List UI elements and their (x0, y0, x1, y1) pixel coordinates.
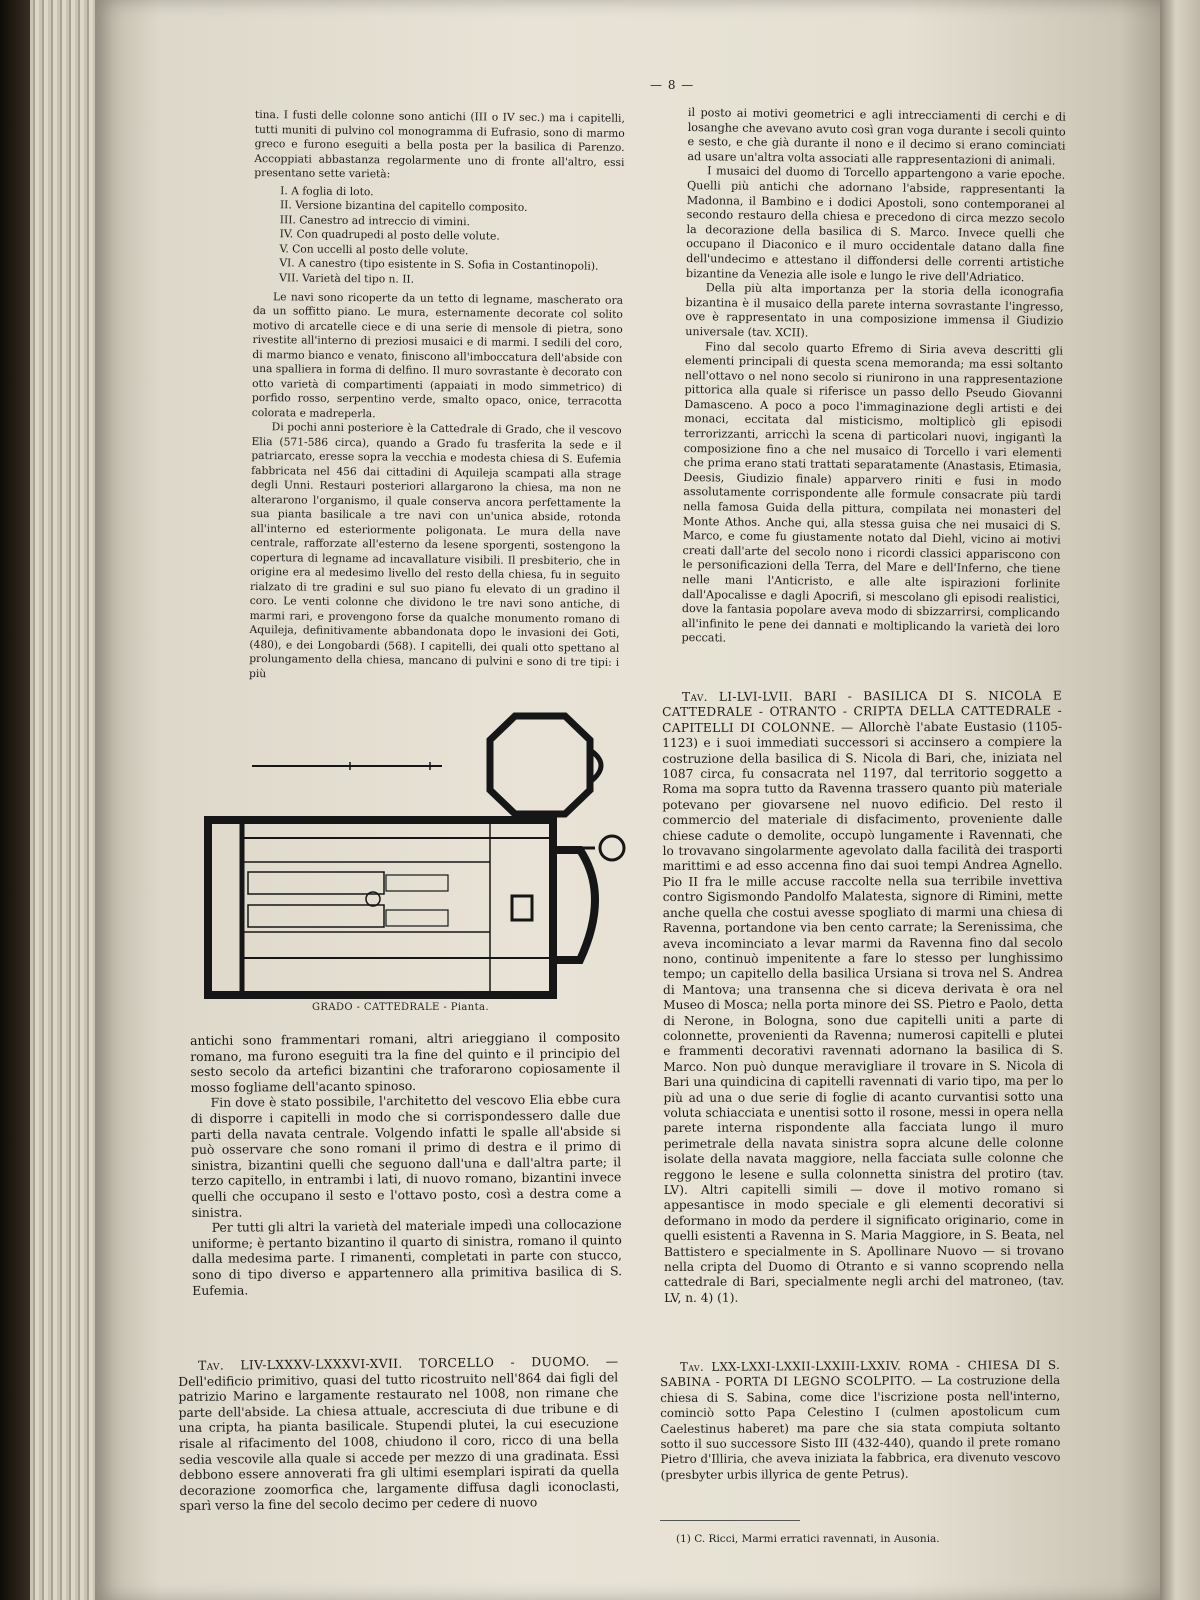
paragraph-efremo: Fino dal secolo quarto Efremo di Siria aveva descritti gli elementi principali di questa scena memoranda; ma essi soltanto nell'ottavo o nel nono secolo si riunirono in una rappresentazione pittorica alla quale si riferisce un passo dello Pseudo Giovanni Damasceno. A poco a poco l'immaginazione degli artisti e dei monaci, eccitata dal misticismo, moltiplicò gli episodi terrorizzanti, arricchì la scena di particolari nuovi, ingigantì la composizione fino a che nel musaico di Torcello i vari elementi che prima erano stati trattati separatamente (Anastasis, Etimasia, Deesis, Giudizio finale) apparvero riniti e fusi in modo assolutamente corrispondente alle formule consacrate più tardi nella famosa Guida della pittura, compilata nei monasteri del Monte Athos. Anche qui, alla stessa guisa che nei musaici di S. Marco, e come fu giustamente notato dal Diehl, vicino ai motivi creati dall'arte del secolo nono i ricordi classici appariscono con le personificazioni della Terra, del Mare e dell'Inferno, che tiene nelle mani l'Anticristo, e alle alte ispirazioni forlinite dall'Apocalisse e dagli Apocrifi, si mescolano gli episodi realistici, dove la fantasia popolare aveva modo di sbizzarrirsi, complicando all'infinito le pene dei dannati e moltiplicando la varietà dei loro peccati. (681, 339, 1064, 645)
section-heading-bari: Tav. LI-LVI-LVII. BARI - BASILICA DI S. NICOLA E CATTEDRALE - OTRANTO - CRIPTA DELLA CATTEDRALE - CAPITELLI DI COLONNE. (662, 688, 1063, 735)
paragraph-parenzo: tina. I fusti delle colonne sono antichi (III o IV sec.) ma i capitelli, tutti muniti di pulvino col monogramma di Eufrasio, sono di marmo greco e furono eseguiti a bella posta per la basilica di Parenzo. Accoppiati abbastanza regolarmente uno di fronte all'altro, essi presentano sette varietà: (254, 108, 625, 181)
paragraph-architetto: Fin dove è stato possibile, l'architetto del vescovo Elia ebbe cura di disporre i capitelli in modo che si corrispondessero dalle due parti della navata centrale. Volgendo infatti le spalle all'abside si può osservare che sono romani il primo di destra e il primo di sinistra, bizantini quelli che seguono dall'una e dall'altra parte; il terzo capitello, in entrambi i lati, di nuovo romano, bizantini invece quelli che occupano il sesto e l'ottavo posto, così a destra come a sinistra. (190, 1091, 622, 1220)
paragraph-capitelli: antichi sono frammentari romani, altri arieggiano il composito romano, ma furono eseguiti tra la fine del quinto e il principio del sesto secolo da artefici bizantini che traforarono copiosamente il mosso fogliame dell'acanto spinoso. (190, 1029, 621, 1095)
list-item: I. A foglia di loto. (280, 183, 374, 198)
footnote-rule (660, 1520, 800, 1521)
list-item: IV. Con quadrupedi al posto delle volute. (279, 227, 500, 243)
section-sabina (660, 1358, 1061, 1483)
section-body-torcello: — Dell'edificio primitivo, quasi del tutto ricostruito nell'864 dai figli del patrizio Marino e largamente restaurato nel 1008, non rimane che parte dell'abside. La chiesa attuale, accresciuta di due tribune e di una cripta, ha pianta basilicale. Stupendi plutei, la cui esecuzione risale al rifacimento del 1008, chiudono il coro, ricco di una bella sedia vescovile alla quale si accede per mezzo di una gradinata. Essi debbono essere annoverati fra gli ultimi esemplari ispirati da quella decorazione zoomorfica che, largamente diffusa dagli iconoclasti, sparì verso la fine del secolo decimo per cedere di nuovo (178, 1353, 620, 1514)
right-column-bari (662, 689, 1064, 1307)
list-item: VI. A canestro (tipo esistente in S. Sofia in Costantinopoli). (279, 256, 599, 274)
list-item: V. Con uccelli al posto delle volute. (279, 242, 469, 258)
page-number: — 8 — (650, 78, 695, 92)
footnote: (1) C. Ricci, Marmi erratici ravennati, in Ausonia. (676, 1533, 940, 1545)
section-heading-torcello: Tav. LIV-LXXXV-LXXXVI-XVII. TORCELLO - DUOMO. (197, 1353, 590, 1373)
list-item: VII. Varietà del tipo n. II. (279, 271, 415, 286)
left-column-middle (190, 1029, 622, 1298)
capital-varieties-list (279, 184, 624, 290)
paragraph-varieta: Per tutti gli altri la varietà del materiale impedì una collocazione uniforme; è pertanto bizantino il quarto di sinistra, romano il quinto dalla medesima parte. I rimanenti, completati in parte con stucco, sono di tipo diverso e appartennero alla primitiva basilica di S. Eufemia. (191, 1216, 623, 1298)
right-page-edge (1160, 0, 1200, 1600)
list-item: III. Canestro ad intreccio di vimini. (279, 212, 471, 228)
list-item: II. Versione bizantina del capitello composito. (279, 198, 528, 214)
paragraph-giudizio: Della più alta importanza per la storia della iconografia bizantina è il musaico della parete interna sovrastante l'ingresso, ove è rappresentato in una composizione immensa il Giudizio universale (tav. XCII). (685, 281, 1064, 340)
floor-plan-figure (200, 700, 640, 1030)
section-body-sabina: — La costruzione della chiesa di S. Sabina, come dice l'iscrizione posta nell'interno, cominciò sotto Papa Celestino I (culmen apostolicum cum Caelestinus haberet) ma pare che sia stata compiuta soltanto sotto il suo successore Sisto III (432-440), quando il prete romano Pietro d'Illiria, che aveva iniziata la fabbrica, era divenuto vescovo (presbyter urbis illyrica de gente Petrus). (660, 1373, 1061, 1482)
left-column-top (249, 108, 625, 685)
paragraph-motivi: il posto ai motivi geometrici e agli intrecciamenti di cerchi e di losanghe che avevano avuto così gran voga durante i secoli quinto e sesto, e che già durante il nono e il decimo si erano cominciati ad usare un'altra volta associati alle rappresentazioni di animali. (687, 106, 1066, 168)
section-torcello (178, 1353, 620, 1514)
paragraph-grado: Di pochi anni posteriore è la Cattedrale di Grado, che il vescovo Elia (571-586 circa), quando a Grado fu trasferita la sede e il patriarcato, eresse sopra la vecchia e modesta chiesa di S. Eufemia fabbricata nel 456 dai cittadini di Aquileja scampati alla strage degli Unni. Restauri posteriori allargarono la chiesa, ma non ne alterarono l'organismo, il quale conserva ancora perfettamente la sua pianta basilicale a tre navi con un'unica abside, rotonda all'interno ed esteriormente poligonata. Le mura della nave centrale, rafforzate all'esterno da lesene sporgenti, sostengono la copertura di legname ad incavallature visibili. Il presbiterio, che in origine era al medesimo livello del resto della chiesa, fu in seguito rialzato di tre gradini e sul suo piano fu elevato di un gradino il coro. Le venti colonne che dividono le tre navi sono antiche, di marmi rari, e provengono forse da qualche monumento romano di Aquileja, definitivamente abbandonata dopo le invasioni dei Goti, (480), e dei Longobardi (568). I capitelli, dei quali otto spettano al prolungamento della chiesa, mancano di pulvini e sono di tre tipi: i più (249, 420, 622, 680)
right-column-top (681, 106, 1066, 651)
section-bari (662, 689, 1064, 1307)
section-heading-sabina: Tav. LXX-LXXI-LXXII-LXXIII-LXXIV. ROMA - CHIESA DI S. SABINA - PORTA DI LEGNO SCOLPITO. (660, 1357, 1061, 1390)
paragraph-navi: Le navi sono ricoperte da un tetto di legname, mascherato ora da un soffitto piano. Le mura, esternamente decorate col solito motivo di arcatelle ciece e di una serie di mensole di pietra, sono rivestite all'interno di preziosi musaici e di marmi. I sedili del coro, di marmo bianco e venato, finiscono all'imboccatura dell'abside con una spalliera in forma di delfino. Il muro sovrastante è decorato con otto varietà di compartimenti (appaiati in modo simmetrico) di porfido rosso, serpentino verde, smalto opaco, onice, terracotta colorata e madreperla. (251, 289, 624, 420)
left-column-torcello (178, 1353, 620, 1514)
section-body-bari: — Allorchè l'abate Eustasio (1105-1123) e i suoi immediati successori si accinsero a compiere la costruzione della basilica di S. Nicola di Bari, che, iniziata nel 1087 circa, fu consacrata nel 1197, dal territorio soggetto a Roma ma sopra tutto da Ravenna trassero quanto più materiale potevano per giovarsene nel nuovo edificio. Del resto il commercio del materiale di disfacimento, proveniente dalle chiese cadute o demolite, occupò lungamente i Ravennati, che lo trovavano singolarmente agevolato dalla facilità dei trasporti marittimi e ad esso accenna fino dai suoi tempi Andrea Agnello. Pio II fra le mille accuse raccolte nella sua terribile invettiva contro Sigismondo Pandolfo Malatesta, signore di Rimini, mette anche quella che costui avesse spogliato di marmi una chiesa di Ravenna, portandone via ben cento carrate; la Serenissima, che aveva incominciato a levar marmi da Ravenna fino dal secolo nono, continuò impenitente a fare lo stesso per lunghissimo tempo; un capitello della basilica Ursiana si trova nel S. Andrea di Mantova; una transenna che si diceva derivata è ora nel Museo di Mosca; nella porta minore dei SS. Pietro e Paolo, detta di Nerone, in Bologna, sono due capitelli uniti a parte di colonnette, provenienti da Ravenna; numerosi capitelli e plutei e frammenti decorativi ravennati adornano la basilica di S. Marco. Non può dunque meravigliare il trovare in S. Nicola di Bari una quindicina di capitelli ravennati di vario tipo, ma per lo più ad una o due serie di foglie di acanto curvantisi sotto una voluta schiacciata e unentisi sotto il rosone, messi in opera nella parete interna rispondente alla facciata lungo il muro perimetrale della navata sinistra sopra alcune delle colonne isolate della navata maggiore, nella facciata sulle colonne che reggono le lesene e sulla colonnetta sinistra del protiro (tav. LV). Altri capitelli simili — dove il motivo romano si appesantisce in modo speciale e gli elementi decorativi si deformano in modo da perdere il significato originario, come in quelli esistenti a Ravenna in S. Maria Maggiore, in S. Beata, nel Battistero e specialmente in S. Apollinare Nuovo — si trovano nella cripta del Duomo di Otranto e si vanno scoprendo nella cattedrale di Bari, specialmente negli archi del matroneo, (tav. LV, n. 4) (1). (662, 719, 1065, 1305)
figure-caption: GRADO - CATTEDRALE - Pianta. (312, 1002, 489, 1013)
paragraph-musaici-torcello: I musaici del duomo di Torcello appartengono a varie epoche. Quelli più antichi che adornano l'abside, rappresentanti la Madonna, il Bambino e i dodici Apostoli, sono contemporanei al secondo restauro della chiesa e precedono di circa mezzo secolo la decorazione della basilica di S. Marco. Invece quelli che occupano il Diaconico e il muro occidentale datano dalla fine dell'undecimo e attestano il diffondersi delle correnti artistiche bizantine da Venezia alle isole e lungo le rive dell'Adriatico. (685, 164, 1066, 284)
right-column-sabina (660, 1358, 1061, 1483)
